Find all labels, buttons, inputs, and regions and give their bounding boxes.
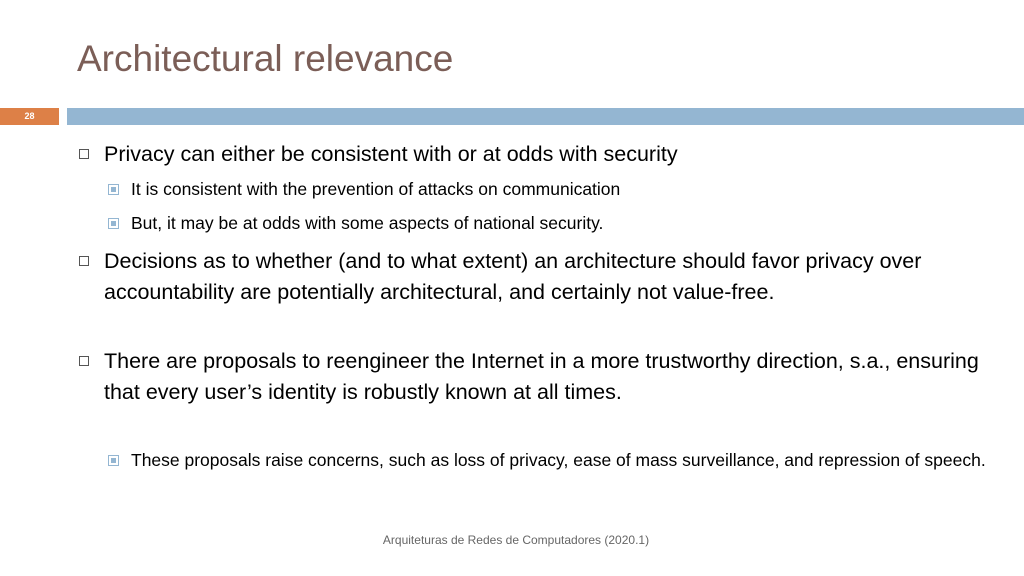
- slide-number: 28: [0, 108, 59, 125]
- filled-square-icon: [108, 184, 119, 195]
- slide-title: Architectural relevance: [77, 38, 454, 79]
- hollow-square-icon: [79, 256, 89, 266]
- hollow-square-icon: [79, 149, 89, 159]
- bullet-item: Privacy can either be consistent with or at odds with security: [104, 142, 678, 166]
- filled-square-icon: [108, 455, 119, 466]
- sub-bullet-item: But, it may be at odds with some aspects of national security.: [131, 213, 604, 233]
- bullet-item: There are proposals to reengineer the Internet in a more trustworthy direction, s.a., ensuring that every user’s identity is robustly known at all times.: [104, 349, 979, 404]
- sub-bullet-item: It is consistent with the prevention of attacks on communication: [131, 179, 621, 199]
- hollow-square-icon: [79, 356, 89, 366]
- filled-square-icon: [108, 218, 119, 229]
- slide-footer: Arquiteturas de Redes de Computadores (2020.1): [382, 533, 650, 547]
- title-divider-bar: [67, 108, 1024, 125]
- bullet-item: Decisions as to whether (and to what extent) an architecture should favor privacy over accountability are potentially architectural, and certainly not value-free.: [104, 249, 922, 304]
- sub-bullet-item: These proposals raise concerns, such as loss of privacy, ease of mass surveillance, and repression of speech.: [131, 450, 986, 470]
